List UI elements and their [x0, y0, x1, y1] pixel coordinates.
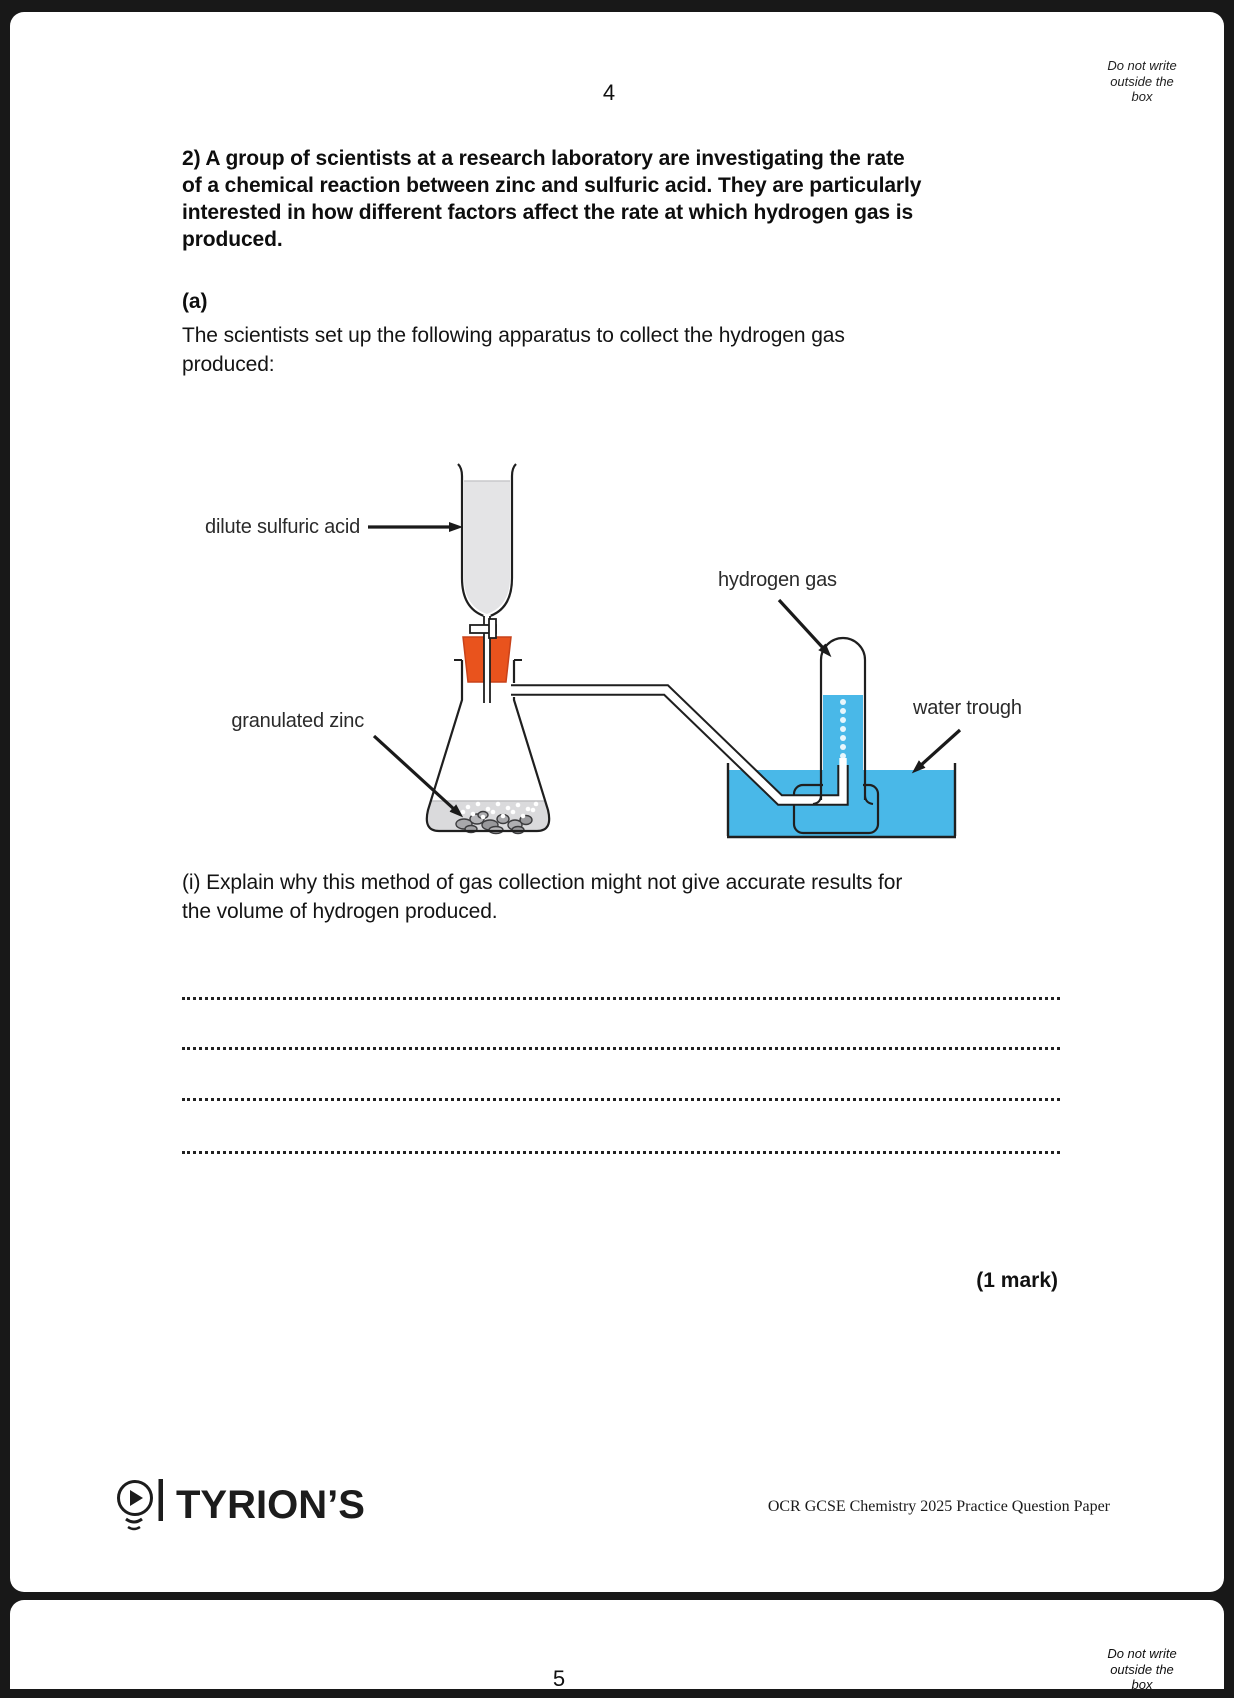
label-granulated-zinc: granulated zinc — [231, 710, 364, 732]
footer-document-title: OCR GCSE Chemistry 2025 Practice Question Paper — [767, 1498, 1110, 1515]
margin-note-line: Do not write — [1107, 1646, 1177, 1661]
brand-name: TYRION’S — [176, 1483, 365, 1527]
page-number-5: 5 — [552, 1666, 566, 1689]
margin-note-line: box — [1131, 1677, 1153, 1689]
answer-line — [182, 1141, 1060, 1154]
marks-badge: (1 mark) — [976, 1269, 1058, 1292]
margin-note-top — [1098, 58, 1186, 105]
margin-note-bottom — [1098, 1646, 1186, 1689]
margin-note-line: outside the — [1110, 1661, 1174, 1677]
label-water-trough: water trough — [913, 697, 1022, 719]
part-i-text-line: (i) Explain why this method of gas collection might not give accurate results for — [182, 871, 903, 894]
margin-note-line: box — [1131, 89, 1153, 104]
question-2-line: produced. — [182, 228, 283, 251]
part-a-text-line: produced: — [182, 353, 275, 376]
exam-page-5-partial — [10, 1600, 1224, 1689]
part-a-text-line: The scientists set up the following apparatus to collect the hydrogen gas — [182, 324, 845, 347]
question-2-line: interested in how different factors affect the rate at which hydrogen gas is — [182, 201, 914, 224]
margin-note-line: Do not write — [1107, 58, 1177, 73]
part-a-label: (a) — [182, 290, 208, 313]
question-2-line: 2) A group of scientists at a research laboratory are investigating the rate — [182, 147, 905, 170]
part-i-text-line: the volume of hydrogen produced. — [182, 900, 498, 923]
question-2-line: of a chemical reaction between zinc and sulfuric acid. They are particularly — [182, 174, 922, 197]
answer-line — [182, 1088, 1060, 1101]
label-dilute-sulfuric-acid: dilute sulfuric acid — [205, 516, 360, 538]
margin-note-line: outside the — [1110, 73, 1174, 89]
answer-line — [182, 1037, 1060, 1050]
page-number-4: 4 — [602, 80, 616, 105]
label-hydrogen-gas: hydrogen gas — [718, 569, 837, 591]
answer-line — [182, 987, 1060, 1000]
